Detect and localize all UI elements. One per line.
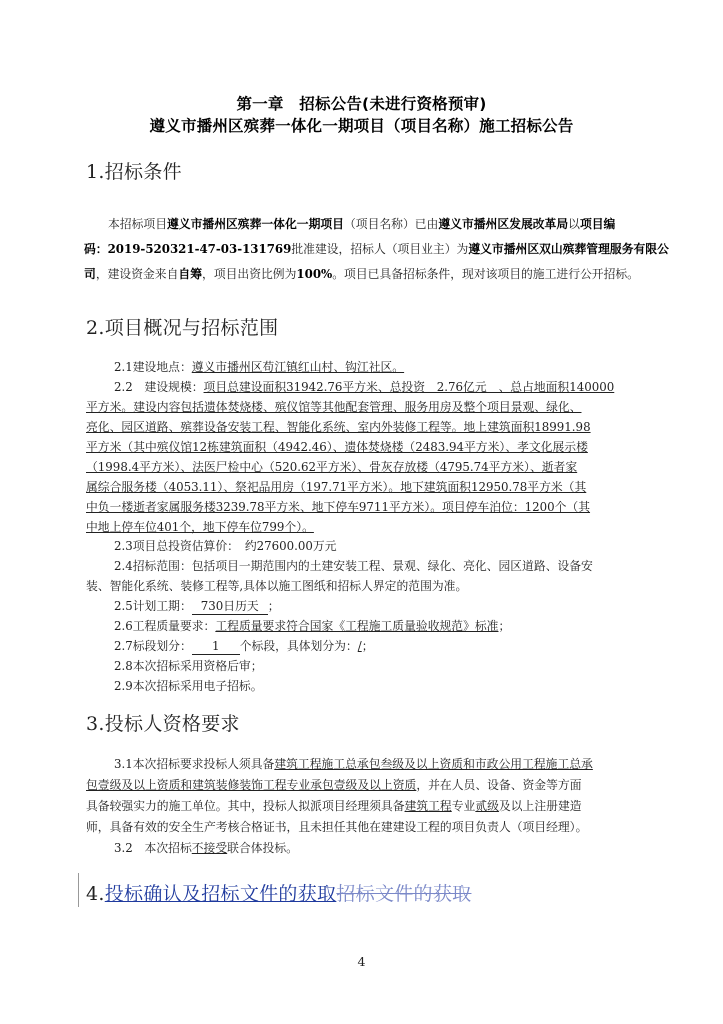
- project-title: 遵义市播州区殡葬一体化一期项目（项目名称）施工招标公告: [149, 117, 574, 135]
- s1-line-2: 码：2019-520321-47-03-131769批准建设，招标人（项目业主）为遵义市播州区双山殡葬管理服务有限公: [84, 242, 669, 256]
- s2-p2-l7: 中负一楼逝者家属服务楼3239.78平方米、地下停车9711平方米）。项目停车泊位：1200个（其: [86, 500, 591, 514]
- s2-p2-l5: （1998.4平方米）、法医尸检中心（520.62平方米）、骨灰存放楼（4795.74平方米）、逝者家: [86, 460, 578, 474]
- s3-p1-l2: 包壹级及以上资质和建筑装修装饰工程专业承包壹级及以上资质，并在人员、设备、资金等方面: [86, 778, 582, 792]
- s2-p2-l4: 平方米（其中殡仪馆12栋建筑面积（4942.46）、遗体焚烧楼（2483.94平方米）、孝文化展示楼: [86, 440, 588, 454]
- s2-p4-l1: 2.4招标范围：包括项目一期范围内的土建安装工程、景观、绿化、亮化、园区道路、设备安: [114, 559, 593, 573]
- s2-p7: 2.7标段划分： 1 个标段，具体划分为：/；: [114, 639, 374, 653]
- section-2-heading: 2.项目概况与招标范围: [86, 317, 279, 339]
- s2-p9: 2.9本次招标采用电子招标。: [114, 679, 263, 693]
- s2-p2-l6: 属综合服务楼（4053.11）、祭祀品用房（197.71平方米）。地下建筑面积12950.78平方米（其: [86, 480, 587, 494]
- s2-p8: 2.8本次招标采用资格后审；: [114, 659, 263, 673]
- section-4-link[interactable]: 投标确认及招标文件的获取: [104, 883, 337, 905]
- section-4-heading: 4.投标确认及招标文件的获取招标文件的获取: [86, 883, 472, 905]
- s2-p2-l3: 亮化、园区道路、殡葬设备安装工程、智能化系统、室内外装修工程等。地上建筑面积18991.98: [86, 420, 591, 434]
- s3-p1-l1: 3.1本次招标要求投标人须具备建筑工程施工总承包叁级及以上资质和市政公用工程施工总承: [114, 757, 593, 771]
- s2-p2-l8: 中地上停车位401个，地下停车位799个）。: [86, 520, 314, 534]
- s3-p1-l3: 具备较强实力的施工单位。其中，投标人拟派项目经理须具备建筑工程专业贰级及以上注册建造: [86, 799, 582, 813]
- s2-p2-l1: 2.2 建设规模：项目总建设面积31942.76平方米、总投资 2.76亿元 、总占地面积140000: [114, 380, 615, 394]
- s2-p2-l2: 平方米。建设内容包括遗体焚烧楼、殡仪馆等其他配套管理、服务用房及整个项目景观、绿化、: [86, 400, 582, 414]
- s3-p1-l4: 师，具备有效的安全生产考核合格证书，且未担任其他在建建设工程的项目负责人（项目经理）。: [86, 820, 588, 834]
- s2-p5: 2.5计划工期： 730日历天 ；: [114, 599, 280, 613]
- section-3-heading: 3.投标人资格要求: [86, 713, 240, 735]
- section-4-deleted-text: 招标文件的获取: [336, 883, 472, 905]
- s1-line-1: 本招标项目遵义市播州区殡葬一体化一期项目（项目名称）已由遵义市播州区发展改革局以项目编: [108, 217, 616, 231]
- s1-line-3: 司，建设资金来自自筹，项目出资比例为100%。项目已具备招标条件，现对该项目的施工进行公开招标。: [84, 267, 639, 281]
- chapter-title: 第一章 招标公告(未进行资格预审): [236, 95, 487, 113]
- s2-p1: 2.1建设地点：遵义市播州区苟江镇红山村、钩江社区。: [114, 360, 405, 374]
- revision-bar: [78, 873, 79, 907]
- s2-p6: 2.6工程质量要求：工程质量要求符合国家《工程施工质量验收规范》标准；: [114, 619, 511, 633]
- s2-p3: 2.3项目总投资估算价： 约27600.00万元: [114, 539, 337, 553]
- page-number: 4: [357, 954, 366, 969]
- section-1-heading: 1.招标条件: [86, 161, 182, 183]
- s2-p4-l2: 装、智能化系统、装修工程等,具体以施工图纸和招标人界定的范围为准。: [86, 579, 468, 593]
- s3-p2: 3.2 本次招标不接受联合体投标。: [114, 841, 298, 855]
